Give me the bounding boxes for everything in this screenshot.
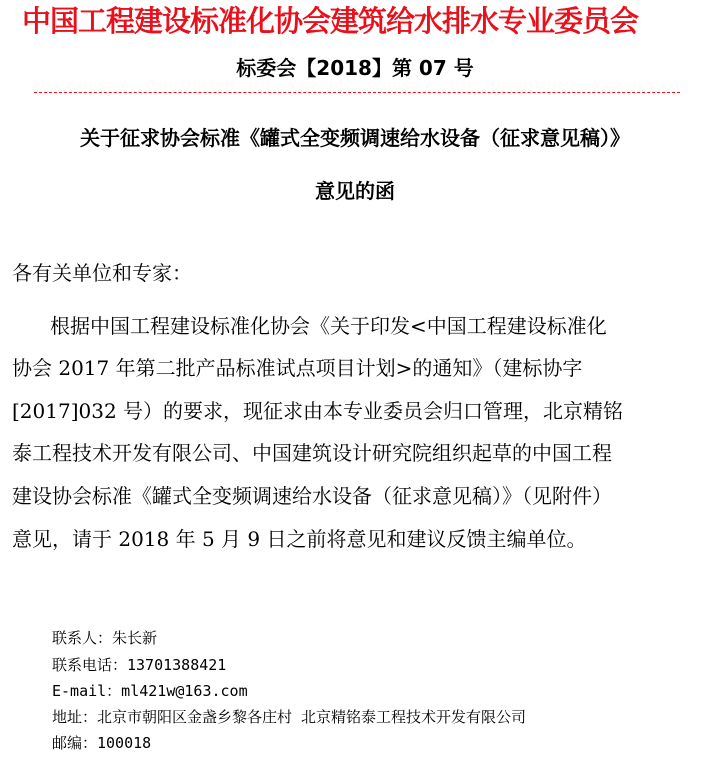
- contact-email: E-mail：ml421w@163.com: [52, 682, 248, 700]
- body-paragraph-line: [2017]032 号）的要求，现征求由本专业委员会归口管理，北京精铭: [12, 399, 624, 423]
- letter-title-line-1: 关于征求协会标准《罐式全变频调速给水设备（征求意见稿）》: [80, 126, 630, 150]
- issuing-organization-title: 中国工程建设标准化协会建筑给水排水专业委员会: [21, 4, 638, 38]
- contact-address: 地址：北京市朝阳区金盏乡黎各庄村 北京精铭泰工程技术开发有限公司: [52, 708, 527, 726]
- body-paragraph-line: 泰工程技术开发有限公司、中国建筑设计研究院组织起草的中国工程: [12, 441, 612, 465]
- salutation: 各有关单位和专家：: [12, 261, 192, 285]
- body-paragraph-line: 协会 2017 年第二批产品标准试点项目计划>的通知》（建标协字: [12, 356, 583, 380]
- contact-postcode: 邮编：100018: [52, 734, 152, 752]
- contact-person: 联系人：朱长新: [52, 629, 158, 647]
- header-divider: [34, 92, 680, 93]
- body-paragraph-line: 根据中国工程建设标准化协会《关于印发<中国工程建设标准化: [50, 314, 607, 338]
- body-paragraph-line: 意见，请于 2018 年 5 月 9 日之前将意见和建议反馈主编单位。: [12, 527, 587, 551]
- document-number: 标委会【2018】第 07 号: [236, 56, 474, 80]
- body-paragraph-line: 建设协会标准《罐式全变频调速给水设备（征求意见稿）》（见附件）: [12, 484, 612, 508]
- contact-phone: 联系电话：13701388421: [52, 656, 227, 674]
- letter-title-line-2: 意见的函: [315, 179, 395, 203]
